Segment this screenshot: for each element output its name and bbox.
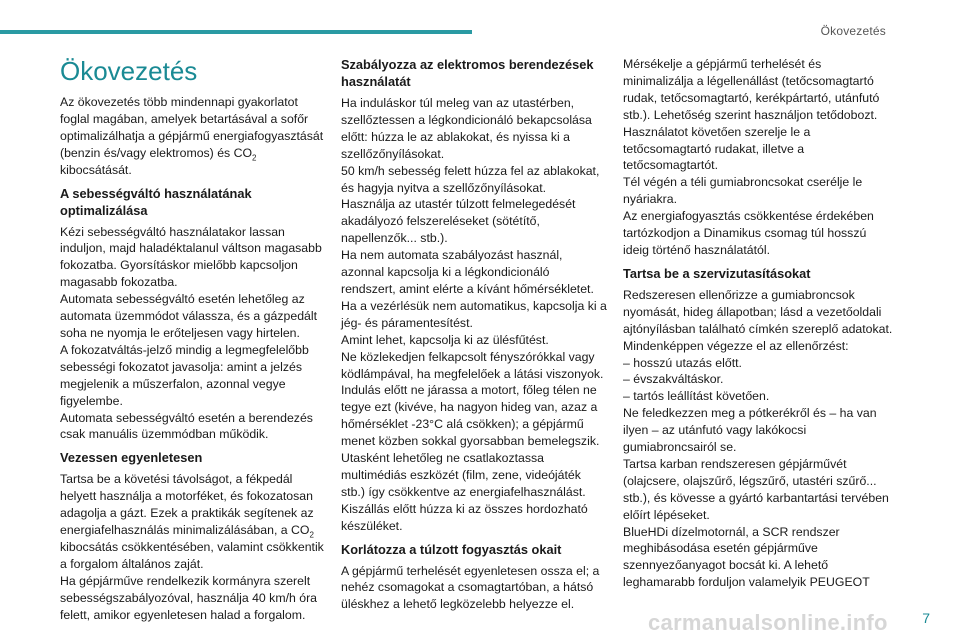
- smooth-driving-text-end: kibocsátás csökkentésében, valamint csökkentik a forgalom általános zaját. Ha gépjárműve rendelkezik kormányra szerelt sebességszabályozóval, használja 40 km/h óra felett, amikor egyenletesen halad a forgalom.: [60, 539, 324, 622]
- section-text-smooth-driving: [60, 471, 328, 623]
- co2-subscript: 2: [309, 530, 314, 540]
- section-text-consumption: A gépjármű terhelését egyenletesen ossza el; a nehéz csomagokat a csomagtartóban, a hátsó üléskhez a lehető legközelebb helyezze el.: [341, 563, 600, 612]
- watermark: carmanualsonline.info: [648, 610, 888, 635]
- page-title: Ökovezetés: [60, 56, 198, 86]
- header-accent-bar: [0, 30, 472, 34]
- section-text-electrical: Ha induláskor túl meleg van az utastérben, szellőztessen a légkondicionáló bekapcsolása előtt: húzza le az ablakokat, és nyissa ki a szellőzőnyílásokat. 50 km/h sebesség felett húzza fel az ablakokat, és hagyja nyitva a szellőzőnyílásokat. Használja az utastér túlzott felmelegedését akadályozó felszereléseket (sötétítő, napellenzők... stb.). Ha nem automata szabályozást használ, azonnal kapcsolja ki a légkondicionáló rendszert, amint elérte a kívánt hőmérsékletet. Ha a vezérlésük nem automatikus, kapcsolja ki a jég- és páramentesítést. Amint lehet, kapcsolja ki az ülésfűtést. Ne közlekedjen felkapcsolt fényszórókkal vagy ködlámpával, ha megfelelőek a látási viszonyok. Indulás előtt ne járassa a motort, főleg télen ne tegye ezt (kivéve, ha nagyon hideg van, azaz a hőmérséklet -23°C alá csökken); a gépjármű menet közben sokkal gyorsabban bemelegszik. Utasként lehetőleg ne csatlakoztassa multimédiás eszközét (film, zene, videójáték stb.) így csökkentve az energiafelhasználást. Kiszállás előtt húzza ki az összes hordozható készüléket.: [341, 96, 607, 533]
- section-text-load: Mérsékelje a gépjármű terhelését és minimalizálja a légellenállást (tetőcsomagtartó rudak, tetőcsomagtartó, kerékpártartó, utánfutó stb.). Lehetőség szerint használjon tetődobozt. Használatot követően szerelje le a tetőcsomagtartó rudakat, illetve a tetőcsomagtartót. Tél végén a téli gumiabroncsokat cserélje le nyáriakra. Az energiafogyasztás csökkentése érdekében tartózkodjon a Dinamikus csomag túl hosszú ideig történő használatától.: [623, 57, 880, 257]
- co2-subscript: 2: [252, 153, 257, 163]
- section-text-service: Redszeresen ellenőrizze a gumiabroncsok nyomását, hideg állapotban; lásd a vezetőoldali ajtónyílásban található címkén szereplő adatokat. Mindenképpen végezze el az ellenőrzést: – hosszú utazás előtt. – évszakváltáskor. – tartós leállítást követően. Ne feledkezzen meg a pótkerékről és – ha van ilyen – az utánfutó vagy lakókocsi gumiabroncsairól se. Tartsa karban rendszeresen gépjárművét (olajcsere, olajszűrő, légszűrő, utastéri szűrő... stb.), és kövesse a gyártó karbantartási tervében előírt lépéseket. BlueHDi dízelmotornál, a SCR rendszer meghibásodása esetén gépjárműve szennyezőanyagot bocsát ki. A lehető leghamarabb forduljon valamelyik PEUGEOT: [623, 287, 893, 590]
- section-heading-service: Tartsa be a szervizutasításokat: [623, 265, 811, 281]
- intro-text: Az ökovezetés több mindennapi gyakorlatot foglal magában, amelyek betartásával a sofőr optimalizálhatja a gépjármű energiafogyasztását (benzin és/vagy elektromos) és CO: [60, 95, 324, 160]
- column-1: [60, 56, 328, 629]
- section-text-gearbox: Kézi sebességváltó használatakor lassan induljon, majd haladéktalanul váltson magasabb fokozatba. Gyorsításkor mielőbb kapcsoljon magasabb fokozatba. Automata sebességváltó esetén lehetőleg az automata üzemmódot válassza, és a gázpedált soha ne nyomja le erőteljesen vagy hirtelen. A fokozatváltás-jelző mindig a legmegfelelőbb sebességi fokozatot javasolja: amint a jelzés megjelenik a műszerfalon, azonnal vegye figyelembe. Automata sebességváltó esetén a berendezés csak manuális üzemmódban működik.: [60, 224, 322, 442]
- section-heading-consumption: Korlátozza a túlzott fogyasztás okait: [341, 541, 562, 557]
- section-heading-electrical: Szabályozza az elektromos berendezések használatát: [341, 57, 594, 89]
- section-heading-smooth-driving: Vezessen egyenletesen: [60, 450, 203, 466]
- intro-paragraph: [60, 94, 328, 179]
- page-number: 7: [922, 610, 930, 626]
- smooth-driving-text: Tartsa be a követési távolságot, a fékpedál helyett használja a motorféket, és fokozatosan adagolja a gázt. Ezek a praktikák segítenek az energiafelhasználás minimalizálásában, a CO: [60, 472, 314, 538]
- intro-text-end: kibocsátását.: [60, 162, 132, 177]
- column-2: [341, 56, 607, 619]
- running-header: Ökovezetés: [820, 24, 886, 38]
- section-heading-gearbox: A sebességváltó használatának optimalizálása: [60, 185, 252, 218]
- column-3: [623, 56, 893, 597]
